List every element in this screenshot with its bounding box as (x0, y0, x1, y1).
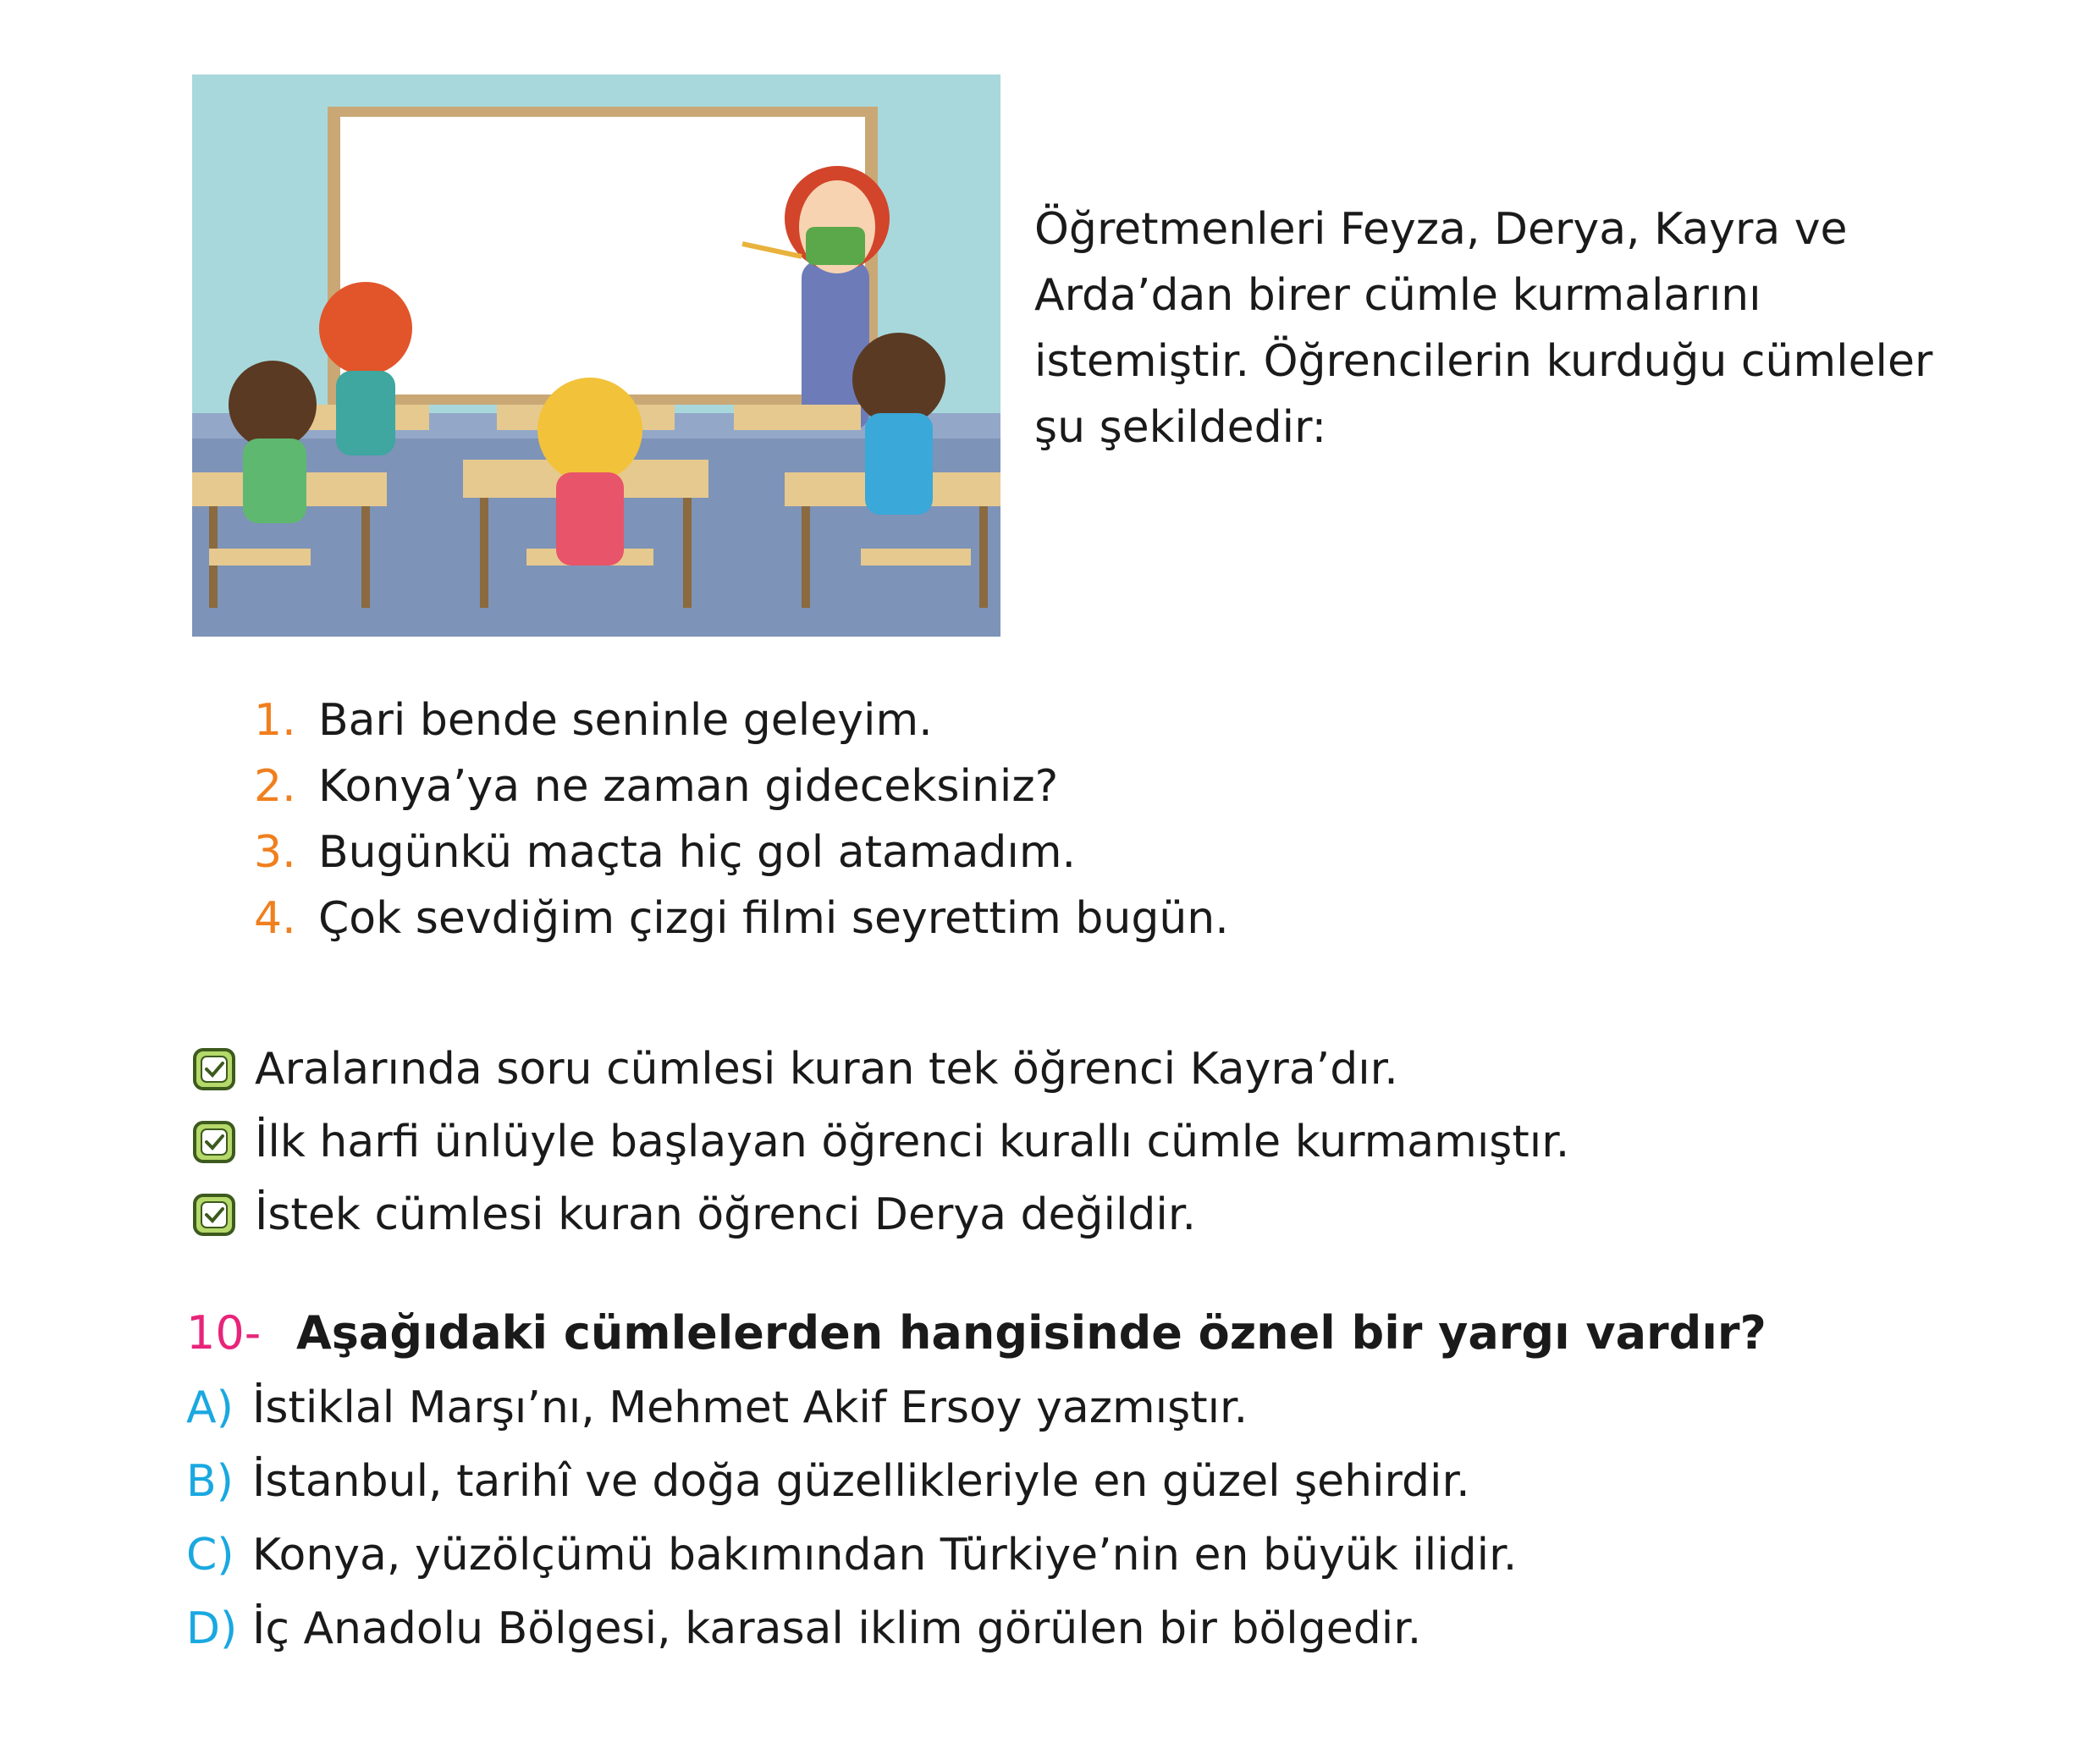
sentence-item (254, 886, 1229, 952)
option-letter: C) (186, 1530, 234, 1581)
intro-line: Öğretmenleri Feyza, Derya, Kayra ve (1034, 204, 1848, 255)
clue-list (192, 1033, 1569, 1251)
clue-text: İstek cümlesi kuran öğrenci Derya değildir. (255, 1189, 1197, 1240)
intro-line: istemiştir. Öğrencilerin kurduğu cümleler (1034, 336, 1933, 387)
sentence-text: Bugünkü maçta hiç gol atamadım. (318, 827, 1077, 878)
student-sentences (254, 687, 1229, 952)
intro-line: şu şekildedir: (1034, 402, 1327, 453)
clue-item (192, 1106, 1569, 1178)
option-a[interactable] (186, 1371, 1517, 1445)
clue-item (192, 1033, 1569, 1106)
sentence-number: 2. (254, 761, 296, 812)
option-letter: A) (186, 1382, 234, 1433)
option-c[interactable] (186, 1519, 1517, 1592)
classroom-illustration (192, 74, 1000, 637)
sentence-item (254, 687, 1229, 753)
option-text: İstanbul, tarihî ve doğa güzellikleriyle en güzel şehirdir. (252, 1456, 1470, 1507)
checkbox-icon (192, 1120, 236, 1164)
question-number: 10- (186, 1306, 262, 1360)
sentence-text: Konya’ya ne zaman gideceksiniz? (318, 761, 1059, 812)
option-b[interactable] (186, 1445, 1517, 1519)
checkbox-icon (192, 1193, 236, 1237)
sentence-number: 1. (254, 695, 296, 746)
sentence-item (254, 753, 1229, 819)
intro-line: Arda’dan birer cümle kurmalarını (1034, 270, 1761, 321)
answer-options (186, 1371, 1517, 1666)
option-letter: D) (186, 1603, 238, 1654)
sentence-number: 3. (254, 827, 296, 878)
clue-item (192, 1178, 1569, 1251)
intro-paragraph (1034, 196, 1965, 461)
sentence-number: 4. (254, 893, 296, 944)
option-d[interactable] (186, 1592, 1517, 1666)
sentence-item (254, 819, 1229, 886)
option-letter: B) (186, 1456, 234, 1507)
sentence-text: Çok sevdiğim çizgi filmi seyrettim bugün. (318, 893, 1229, 944)
option-text: İç Anadolu Bölgesi, karasal iklim görülen bir bölgedir. (252, 1603, 1422, 1654)
question-text: Aşağıdaki cümlelerden hangisinde öznel bir yargı vardır? (296, 1306, 1767, 1360)
clue-text: Aralarında soru cümlesi kuran tek öğrenci Kayra’dır. (255, 1044, 1398, 1095)
sentence-text: Bari bende seninle geleyim. (318, 695, 933, 746)
option-text: Konya, yüzölçümü bakımından Türkiye’nin en büyük ilidir. (252, 1530, 1518, 1581)
option-text: İstiklal Marşı’nı, Mehmet Akif Ersoy yazmıştır. (252, 1382, 1248, 1433)
question-10 (186, 1299, 1767, 1367)
checkbox-icon (192, 1047, 236, 1091)
clue-text: İlk harfi ünlüyle başlayan öğrenci kurallı cümle kurmamıştır. (255, 1117, 1570, 1167)
